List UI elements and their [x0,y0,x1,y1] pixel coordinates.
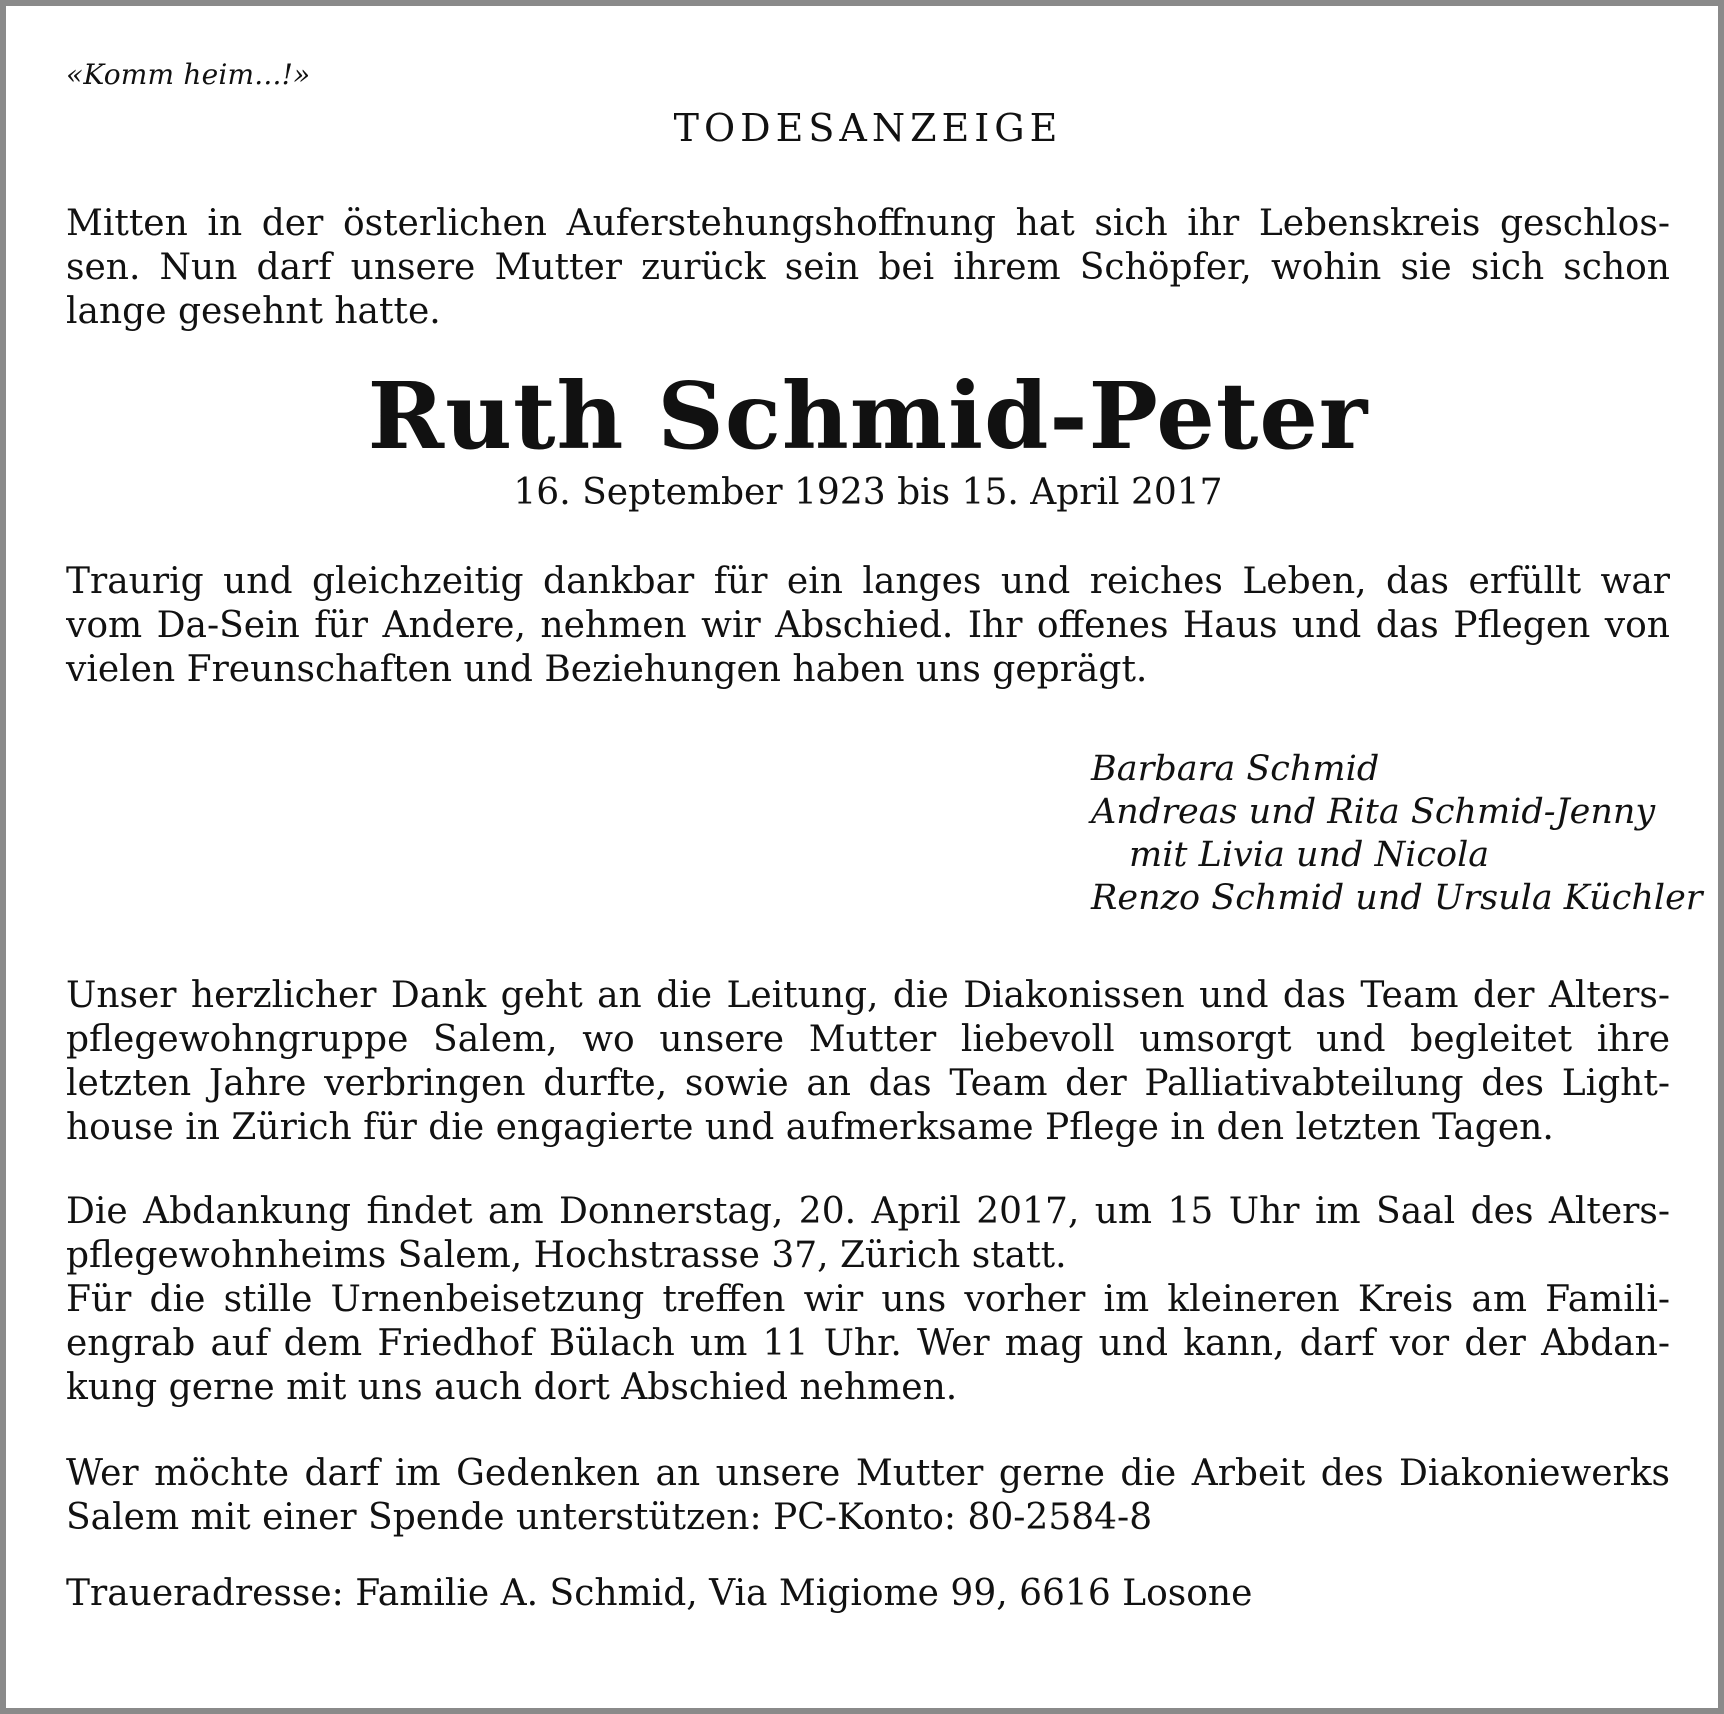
motto: «Komm heim...!» [66,58,311,91]
intro-line: sen. Nun darf unsere Mutter zurück sein bei ihrem Schöpfer, wohin sie sich schon [66,247,1670,288]
intro-line: Mitten in der österlichen Auferstehungshoffnung hat sich ihr Lebenskreis geschlos- [66,203,1670,244]
thanks-line: Unser herzlicher Dank geht an die Leitung, die Diakonissen und das Team der Alters- [66,975,1670,1016]
thanks-paragraph [66,974,1670,1150]
donation-line: Salem mit einer Spende unterstützen: PC-Konto: 80-2584-8 [66,1497,1153,1538]
ceremony-paragraph [66,1190,1670,1410]
farewell-paragraph [66,560,1670,692]
signer: Andreas und Rita Schmid-Jenny [1091,792,1656,832]
donation-line: Wer möchte darf im Gedenken an unsere Mutter gerne die Arbeit des Diakoniewerks [66,1453,1670,1494]
thanks-line: pflegewohngruppe Salem, wo unsere Mutter liebevoll umsorgt und begleitet ihre [66,1019,1670,1060]
farewell-line: vom Da-Sein für Andere, nehmen wir Abschied. Ihr offenes Haus und das Pflegen von [66,605,1670,646]
donation-paragraph [66,1452,1670,1540]
ceremony-line: engrab auf dem Friedhof Bülach um 11 Uhr. Wer mag und kann, darf vor der Abdan- [66,1323,1670,1364]
farewell-line: vielen Freunschaften und Beziehungen haben uns geprägt. [66,649,1148,690]
ceremony-line: pflegewohnheims Salem, Hochstrasse 37, Zürich statt. [66,1235,1067,1276]
thanks-line: letzten Jahre verbringen durfte, sowie an das Team der Palliativabteilung des Light- [66,1063,1670,1104]
intro-paragraph [66,202,1670,334]
deceased-name: Ruth Schmid-Peter [367,362,1369,470]
thanks-line: house in Zürich für die engagierte und aufmerksame Pflege in den letzten Tagen. [66,1107,1554,1148]
signers-list [1091,748,1703,920]
ceremony-line: kung gerne mit uns auch dort Abschied nehmen. [66,1367,958,1408]
ceremony-line: Die Abdankung findet am Donnerstag, 20. April 2017, um 15 Uhr im Saal des Alters- [66,1191,1670,1232]
signer: Barbara Schmid [1091,749,1380,789]
address-paragraph [66,1572,1670,1616]
ceremony-line: Für die stille Urnenbeisetzung treffen wir uns vorher im kleineren Kreis am Famili- [66,1279,1670,1320]
life-dates: 16. September 1923 bis 15. April 2017 [513,472,1223,513]
intro-line: lange gesehnt hatte. [66,291,441,332]
signer: Renzo Schmid und Ursula Küchler [1091,878,1703,918]
notice-type-heading: TODESANZEIGE [673,106,1063,150]
mourning-address: Traueradresse: Familie A. Schmid, Via Migiome 99, 6616 Losone [66,1573,1253,1614]
signer: mit Livia und Nicola [1129,835,1490,875]
farewell-line: Traurig und gleichzeitig dankbar für ein langes und reiches Leben, das erfüllt war [66,561,1670,602]
